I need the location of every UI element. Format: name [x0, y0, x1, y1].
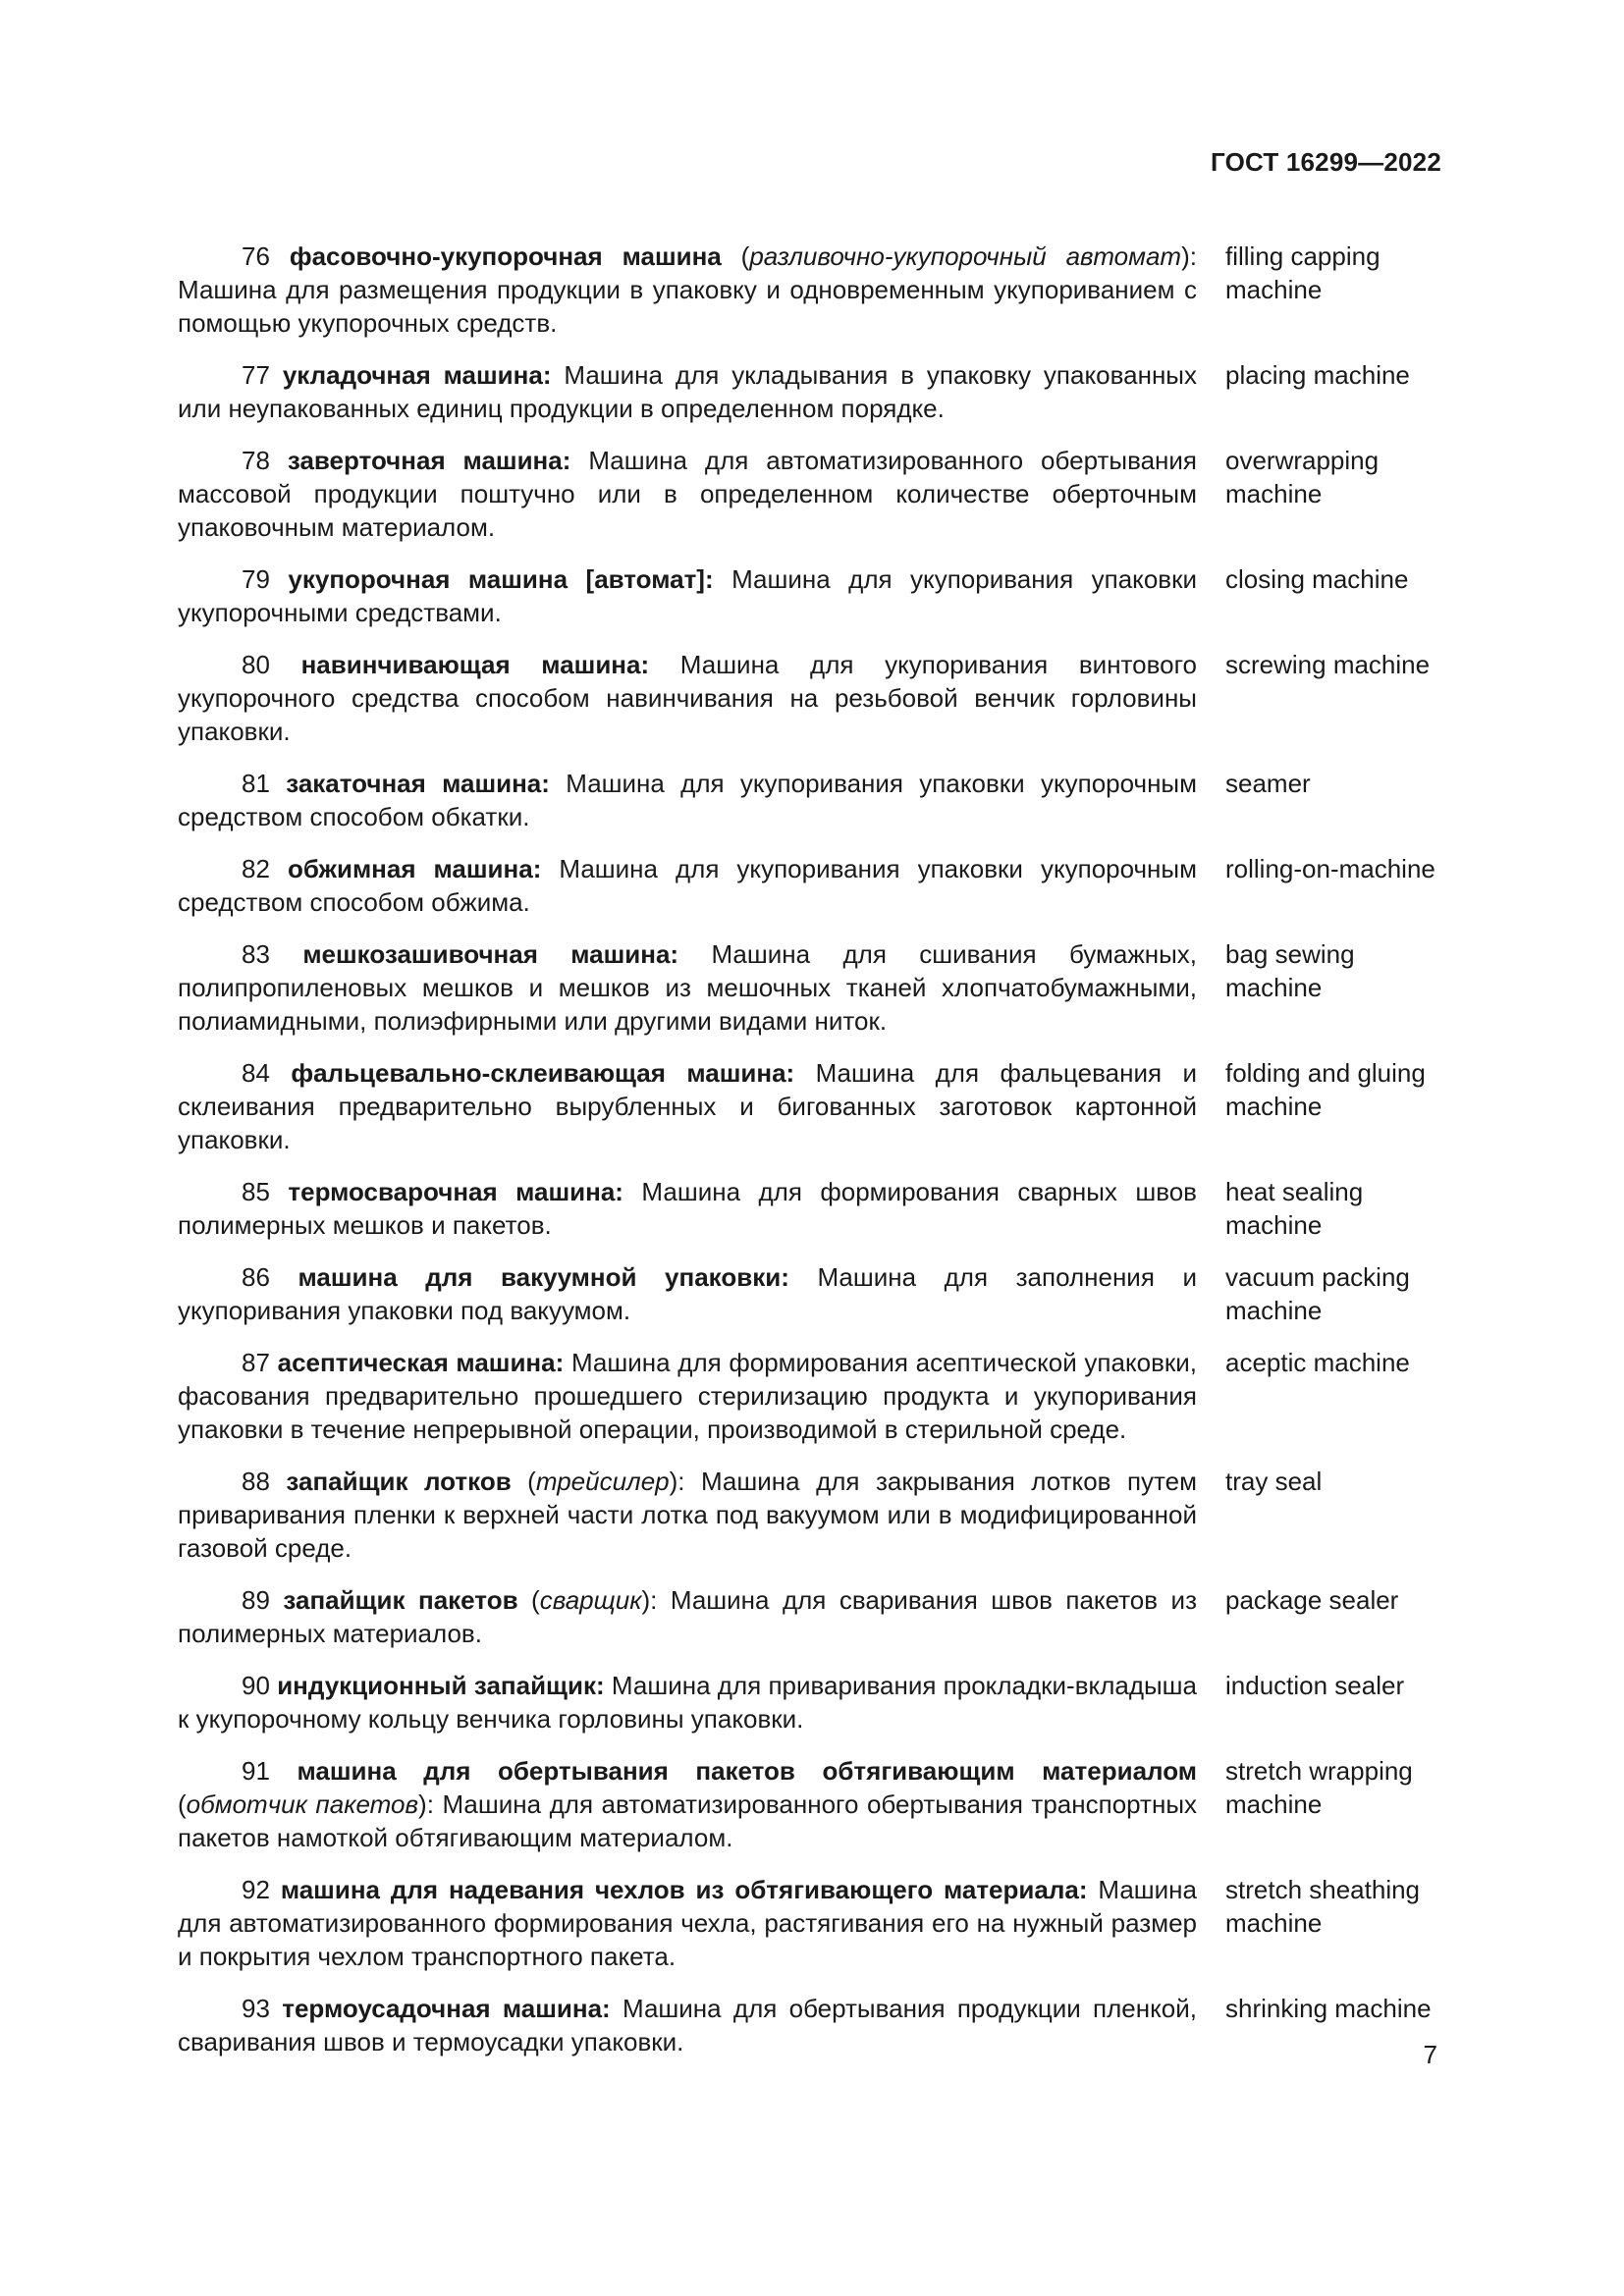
term-english-equivalent: stretch sheathing machine [1225, 1875, 1421, 1938]
term-name: запайщик пакетов [283, 1585, 518, 1615]
term-definition-ru [178, 1873, 1197, 1973]
term-entry [178, 1583, 1444, 1650]
term-definition-ru [178, 852, 1197, 919]
page-number: 7 [1423, 2040, 1437, 2069]
term-name: укладочная машина: [282, 360, 552, 390]
document-header: ГОСТ 16299—2022 [1211, 147, 1441, 177]
syn-close [551, 360, 564, 390]
term-definition-ru [178, 1260, 1197, 1327]
term-name: фальцевально-склеивающая машина: [291, 1058, 795, 1088]
space [270, 1467, 286, 1496]
term-number: 81 [242, 769, 270, 798]
term-english-equivalent: stretch wrapping machine [1225, 1756, 1413, 1819]
syn-close [789, 1262, 818, 1292]
term-english-equivalent: folding and gluing machine [1225, 1058, 1426, 1121]
term-number: 91 [242, 1756, 270, 1786]
syn-close [570, 446, 588, 475]
term-english-equivalent: tray seal [1225, 1467, 1323, 1496]
term-definition-ru [178, 1992, 1197, 2058]
term-definition-text: Машина для приваривания прокладки-вкладыша к укупорочному кольцу венчика горловины упаковки. [178, 1671, 1197, 1734]
term-definition-ru [178, 648, 1197, 748]
term-definition-ru [178, 240, 1197, 340]
term-definition-ru [178, 1669, 1197, 1735]
space [270, 241, 290, 271]
syn-open: ( [517, 1585, 540, 1615]
term-definition-text: Машина для укладывания в упаковку упакованных или неупакованных единиц продукции в определенном порядке. [178, 360, 1197, 423]
term-name: запайщик лотков [286, 1467, 512, 1496]
term-definition-ru [178, 1175, 1197, 1242]
term-definition-ru [178, 1056, 1197, 1156]
space [270, 769, 286, 798]
term-entry [178, 562, 1444, 629]
term-definition-text: Машина для укупоривания упаковки укупорочными средствами. [178, 564, 1197, 627]
term-entry [178, 1056, 1444, 1156]
term-number: 89 [242, 1585, 270, 1615]
term-name: асептическая машина: [277, 1348, 565, 1377]
term-english-equivalent: aceptic machine [1225, 1348, 1410, 1377]
syn-open: ( [511, 1467, 536, 1496]
space [270, 1994, 282, 2023]
space [270, 854, 288, 883]
term-entry [178, 240, 1444, 340]
space [270, 1177, 288, 1206]
term-english-equivalent: filling capping machine [1225, 241, 1380, 304]
syn-close [550, 769, 566, 798]
term-english-equivalent: screwing machine [1225, 650, 1431, 679]
term-number: 90 [242, 1671, 270, 1700]
term-entry [178, 1175, 1444, 1242]
term-definition-text: Машина для укупоривания упаковки укупорочным средством способом обжима. [178, 854, 1197, 917]
term-name: индукционный запайщик: [277, 1671, 605, 1700]
term-definition-text: Машина для сшивания бумажных, полипропиленовых мешков и мешков из мешочных тканей хлопчатобумажными, полиамидными, полиэфирными или другими видами ниток. [178, 939, 1197, 1036]
term-definition-ru [178, 767, 1197, 833]
term-entry [178, 1992, 1444, 2058]
syn-close [623, 1177, 641, 1206]
term-english-equivalent: heat sealing machine [1225, 1177, 1364, 1240]
syn-close [605, 1671, 612, 1700]
term-name: закаточная машина: [286, 769, 550, 798]
term-english-equivalent: induction sealer [1225, 1671, 1405, 1700]
term-synonym: разливочно-укупорочный автомат [749, 241, 1182, 271]
term-number: 79 [242, 564, 270, 594]
term-definition-text: Машина для автоматизированного обертывания массовой продукции поштучно или в определенном количестве оберточным упаковочным материалом. [178, 446, 1198, 542]
syn-close: ): [669, 1467, 701, 1496]
term-definition-ru [178, 358, 1197, 425]
term-name: укупорочная машина [автомат]: [288, 564, 714, 594]
term-definition-text: Машина для фальцевания и склеивания предварительно вырубленных и бигованных заготовок картонной упаковки. [178, 1058, 1197, 1154]
term-synonym: трейсилер [535, 1467, 670, 1496]
space [270, 564, 288, 594]
syn-close [564, 1348, 571, 1377]
term-definition-ru [178, 1583, 1197, 1650]
syn-close [611, 1994, 623, 2023]
term-name: мешкозашивочная машина: [302, 939, 679, 969]
syn-close [541, 854, 559, 883]
term-name: термосварочная машина: [288, 1177, 623, 1206]
term-entry [178, 1465, 1444, 1565]
syn-close [678, 939, 711, 969]
term-definition-text: Машина для сваривания швов пакетов из полимерных материалов. [178, 1585, 1197, 1648]
term-entry [178, 767, 1444, 833]
term-english-equivalent: placing machine [1225, 360, 1410, 390]
term-entry [178, 1346, 1444, 1446]
term-number: 93 [242, 1994, 270, 2023]
term-number: 87 [242, 1348, 270, 1377]
term-entry [178, 1260, 1444, 1327]
term-name: машина для вакуумной упаковки: [298, 1262, 789, 1292]
space [270, 939, 302, 969]
term-name: заверточная машина: [287, 446, 571, 475]
term-definition-ru [178, 444, 1197, 544]
term-definition-ru [178, 562, 1197, 629]
term-english-equivalent: shrinking machine [1225, 1994, 1432, 2023]
syn-close [714, 564, 731, 594]
term-name: обжимная машина: [287, 854, 542, 883]
term-number: 80 [242, 650, 270, 679]
term-entry [178, 937, 1444, 1038]
syn-close: ): [418, 1789, 443, 1819]
term-english-equivalent: rolling-on-machine [1225, 854, 1435, 883]
term-name: навинчивающая машина: [300, 650, 650, 679]
space [270, 1262, 298, 1292]
term-definition-text: Машина для обертывания продукции пленкой, сваривания швов и термоусадки упаковки. [178, 1994, 1197, 2056]
term-english-equivalent: overwrapping machine [1225, 446, 1380, 508]
space [270, 446, 288, 475]
term-english-equivalent: bag sewing machine [1225, 939, 1355, 1002]
term-number: 76 [242, 241, 270, 271]
term-definition-text: Машина для автоматизированного формирования чехла, растягивания его на нужный размер и покрытия чехлом транспортного пакета. [178, 1875, 1198, 1971]
term-definition-text: Машина для заполнения и укупоривания упаковки под вакуумом. [178, 1262, 1198, 1325]
term-synonym: обмотчик пакетов [186, 1789, 419, 1819]
space [270, 1875, 281, 1904]
term-name: машина для обертывания пакетов обтягивающим материалом [297, 1756, 1197, 1786]
space [270, 1058, 291, 1088]
space [270, 1585, 283, 1615]
term-number: 82 [242, 854, 270, 883]
term-english-equivalent: package sealer [1225, 1585, 1399, 1615]
term-entry [178, 1669, 1444, 1735]
space [270, 650, 301, 679]
term-entry [178, 648, 1444, 748]
syn-close [1087, 1875, 1098, 1904]
syn-close [649, 650, 680, 679]
term-definition-ru [178, 1346, 1197, 1446]
term-definition-text: Машина для автоматизированного обертывания транспортных пакетов намоткой обтягивающим материалом. [178, 1789, 1198, 1852]
term-entry [178, 358, 1444, 425]
term-number: 88 [242, 1467, 270, 1496]
terms-list [178, 240, 1444, 2077]
term-name: машина для надевания чехлов из обтягивающего материала: [280, 1875, 1088, 1904]
term-definition-text: Машина для формирования асептической упаковки, фасования предварительно прошедшего стерилизацию продукта и укупоривания упаковки в течение непрерывной операции, производимой в стерильной среде. [178, 1348, 1198, 1444]
syn-open: ( [721, 241, 750, 271]
term-number: 78 [242, 446, 270, 475]
term-entry [178, 852, 1444, 919]
term-entry [178, 1754, 1444, 1854]
syn-open: ( [178, 1789, 187, 1819]
term-definition-ru [178, 1465, 1197, 1565]
term-number: 83 [242, 939, 270, 969]
term-number: 85 [242, 1177, 270, 1206]
space [270, 360, 283, 390]
term-english-equivalent: vacuum packing machine [1225, 1262, 1410, 1325]
term-synonym: сварщик [539, 1585, 642, 1615]
term-number: 86 [242, 1262, 270, 1292]
syn-close: ): [641, 1585, 671, 1615]
term-definition-text: Машина для закрывания лотков путем приваривания пленки к верхней части лотка под вакуумом или в модифицированной газовой среде. [178, 1467, 1197, 1563]
term-name: фасовочно-укупорочная машина [289, 241, 722, 271]
term-definition-text: Машина для формирования сварных швов полимерных мешков и пакетов. [178, 1177, 1197, 1240]
term-english-equivalent: seamer [1225, 769, 1311, 798]
term-definition-ru [178, 937, 1197, 1038]
space [270, 1348, 278, 1377]
syn-close: ): [1181, 241, 1197, 271]
term-definition-text: Машина для укупоривания винтового укупорочного средства способом навинчивания на резьбовой венчик горловины упаковки. [178, 650, 1197, 746]
term-english-equivalent: closing machine [1225, 564, 1409, 594]
term-number: 77 [242, 360, 270, 390]
term-entry [178, 444, 1444, 544]
term-definition-ru [178, 1754, 1197, 1854]
term-number: 84 [242, 1058, 270, 1088]
term-entry [178, 1873, 1444, 1973]
term-definition-text: Машина для размещения продукции в упаковку и одновременным укупориванием с помощью укупорочных средств. [178, 275, 1197, 338]
term-number: 92 [242, 1875, 270, 1904]
syn-close [794, 1058, 815, 1088]
space [270, 1756, 298, 1786]
term-definition-text: Машина для укупоривания упаковки укупорочным средством способом обкатки. [178, 769, 1197, 831]
term-name: термоусадочная машина: [282, 1994, 611, 2023]
